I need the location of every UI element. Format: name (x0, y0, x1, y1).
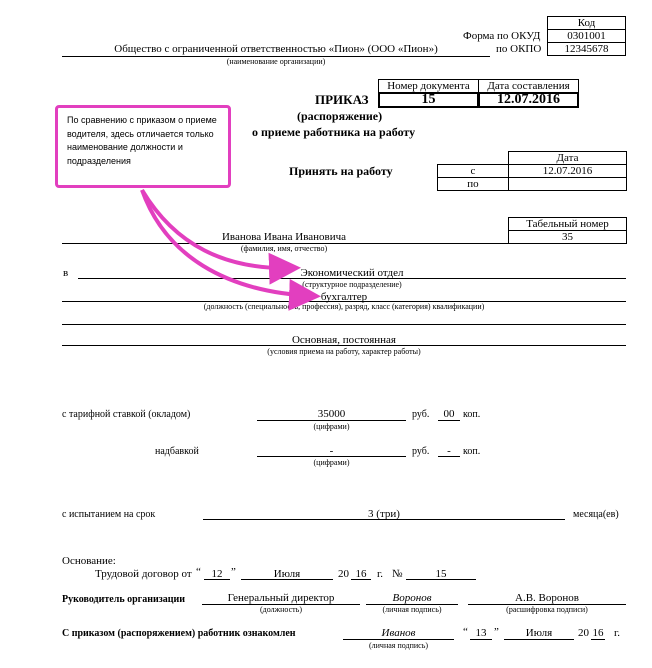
hire-to-label: по (437, 177, 509, 191)
rate-kop-line (438, 420, 460, 421)
annotation-callout: По сравнению с приказом о приеме водителя, здесь отличается только наименование должности и подразделения (55, 105, 231, 188)
bonus-rub-label: руб. (412, 446, 430, 457)
bonus-label: надбавкой (155, 446, 199, 457)
position: бухгалтер (320, 291, 368, 303)
contract-label: Трудовой договор от (95, 568, 192, 580)
hire-title: Принять на работу (289, 164, 393, 178)
ack-signature-caption: (личная подпись) (368, 641, 429, 650)
bonus-line (257, 456, 406, 457)
contract-quote-open: “ (196, 566, 201, 578)
contract-year-line (351, 579, 371, 580)
contract-number: 15 (435, 568, 447, 580)
ack-year: 16 (592, 627, 604, 639)
ack-label: С приказом (распоряжением) работник ознакомлен (62, 628, 296, 639)
rate-line (257, 420, 406, 421)
tab-number-label: Табельный номер (508, 217, 627, 231)
ack-year-prefix: 20 (578, 627, 589, 639)
work-conditions-caption: (условия приема на работу, характер работы) (267, 347, 421, 356)
head-label: Руководитель организации (62, 594, 186, 605)
probation-line (203, 519, 565, 520)
tab-number: 35 (508, 230, 627, 244)
ack-quote-close: ” (494, 626, 499, 638)
okud-label: Форма по ОКУД (463, 30, 541, 42)
code-header: Код (547, 16, 626, 30)
extra-line (62, 324, 626, 325)
ack-year-suffix: г. (614, 627, 621, 639)
rate-kop-label: коп. (463, 409, 481, 420)
department-caption: (структурное подразделение) (302, 280, 402, 289)
ack-day: 13 (475, 627, 487, 639)
head-name: А.В. Воронов (515, 592, 579, 604)
contract-quote-close: ” (231, 566, 236, 578)
probation-value: 3 (три) (368, 508, 400, 520)
order-title: ПРИКАЗ (315, 92, 369, 107)
ack-year-line (591, 639, 605, 640)
work-conditions-line (62, 345, 626, 346)
ack-signature: Иванов (381, 627, 416, 639)
department-line (78, 278, 626, 279)
work-conditions: Основная, постоянная (291, 334, 396, 346)
okpo-label: по ОКПО (496, 43, 542, 55)
head-position: Генеральный директор (227, 592, 335, 604)
contract-month: Июля (273, 568, 301, 580)
hire-from-label: с (437, 164, 509, 178)
bonus-kop-value: - (447, 445, 451, 457)
ack-signature-line (343, 639, 454, 640)
probation-label: с испытанием на срок (62, 509, 156, 520)
ack-quote-open: “ (463, 626, 468, 638)
employee-name: Иванова Ивана Ивановича (221, 231, 347, 243)
head-position-caption: (должность) (260, 605, 302, 614)
okud-value: 0301001 (547, 29, 626, 43)
bonus-kop-line (438, 456, 460, 457)
rate-rub-label: руб. (412, 409, 430, 420)
bonus-caption: (цифрами) (313, 458, 350, 467)
basis-label: Основание: (62, 555, 116, 567)
contract-year-prefix: 20 (338, 568, 349, 580)
organization-name: Общество с ограниченной ответственностью «Пион» (ООО «Пион») (114, 43, 438, 55)
department-prefix: в (63, 267, 69, 279)
order-about: о приеме работника на работу (252, 125, 416, 139)
contract-year: 16 (355, 568, 367, 580)
head-signature: Воронов (392, 592, 432, 604)
position-caption: (должность (специальность, профессия), разряд, класс (категория) квалификации) (203, 302, 485, 311)
rate-kop-value: 00 (443, 408, 455, 420)
contract-number-label: № (392, 568, 403, 580)
employee-name-caption: (фамилия, имя, отчество) (240, 244, 328, 253)
doc-date-label: Дата составления (478, 79, 579, 93)
head-signature-caption: (личная подпись) (382, 605, 442, 614)
doc-date: 12.07.2016 (478, 92, 579, 108)
bonus-kop-label: коп. (463, 446, 481, 457)
ack-month: Июля (525, 627, 553, 639)
ack-month-line (504, 639, 574, 640)
contract-year-suffix: г. (377, 568, 384, 580)
probation-unit: месяца(ев) (573, 509, 619, 520)
contract-day: 12 (211, 568, 223, 580)
hire-from-date: 12.07.2016 (508, 164, 627, 178)
okpo-value: 12345678 (547, 42, 626, 56)
rate-caption: (цифрами) (313, 422, 350, 431)
doc-number-label: Номер документа (378, 79, 479, 93)
ack-day-line (470, 639, 492, 640)
hire-date-header: Дата (508, 151, 627, 165)
arrow-to-department (142, 190, 293, 268)
head-name-caption: (расшифровка подписи) (506, 605, 588, 614)
department: Экономический отдел (300, 267, 404, 279)
bonus-value: - (329, 445, 334, 457)
hire-to-date (508, 177, 627, 191)
contract-number-line (406, 579, 476, 580)
contract-month-line (241, 579, 333, 580)
rate-label: с тарифной ставкой (окладом) (62, 409, 191, 420)
organization-caption: (наименование организации) (226, 57, 326, 66)
contract-day-line (204, 579, 230, 580)
rate-value: 35000 (317, 408, 346, 420)
order-subtitle: (распоряжение) (297, 109, 383, 123)
doc-number: 15 (378, 92, 479, 108)
